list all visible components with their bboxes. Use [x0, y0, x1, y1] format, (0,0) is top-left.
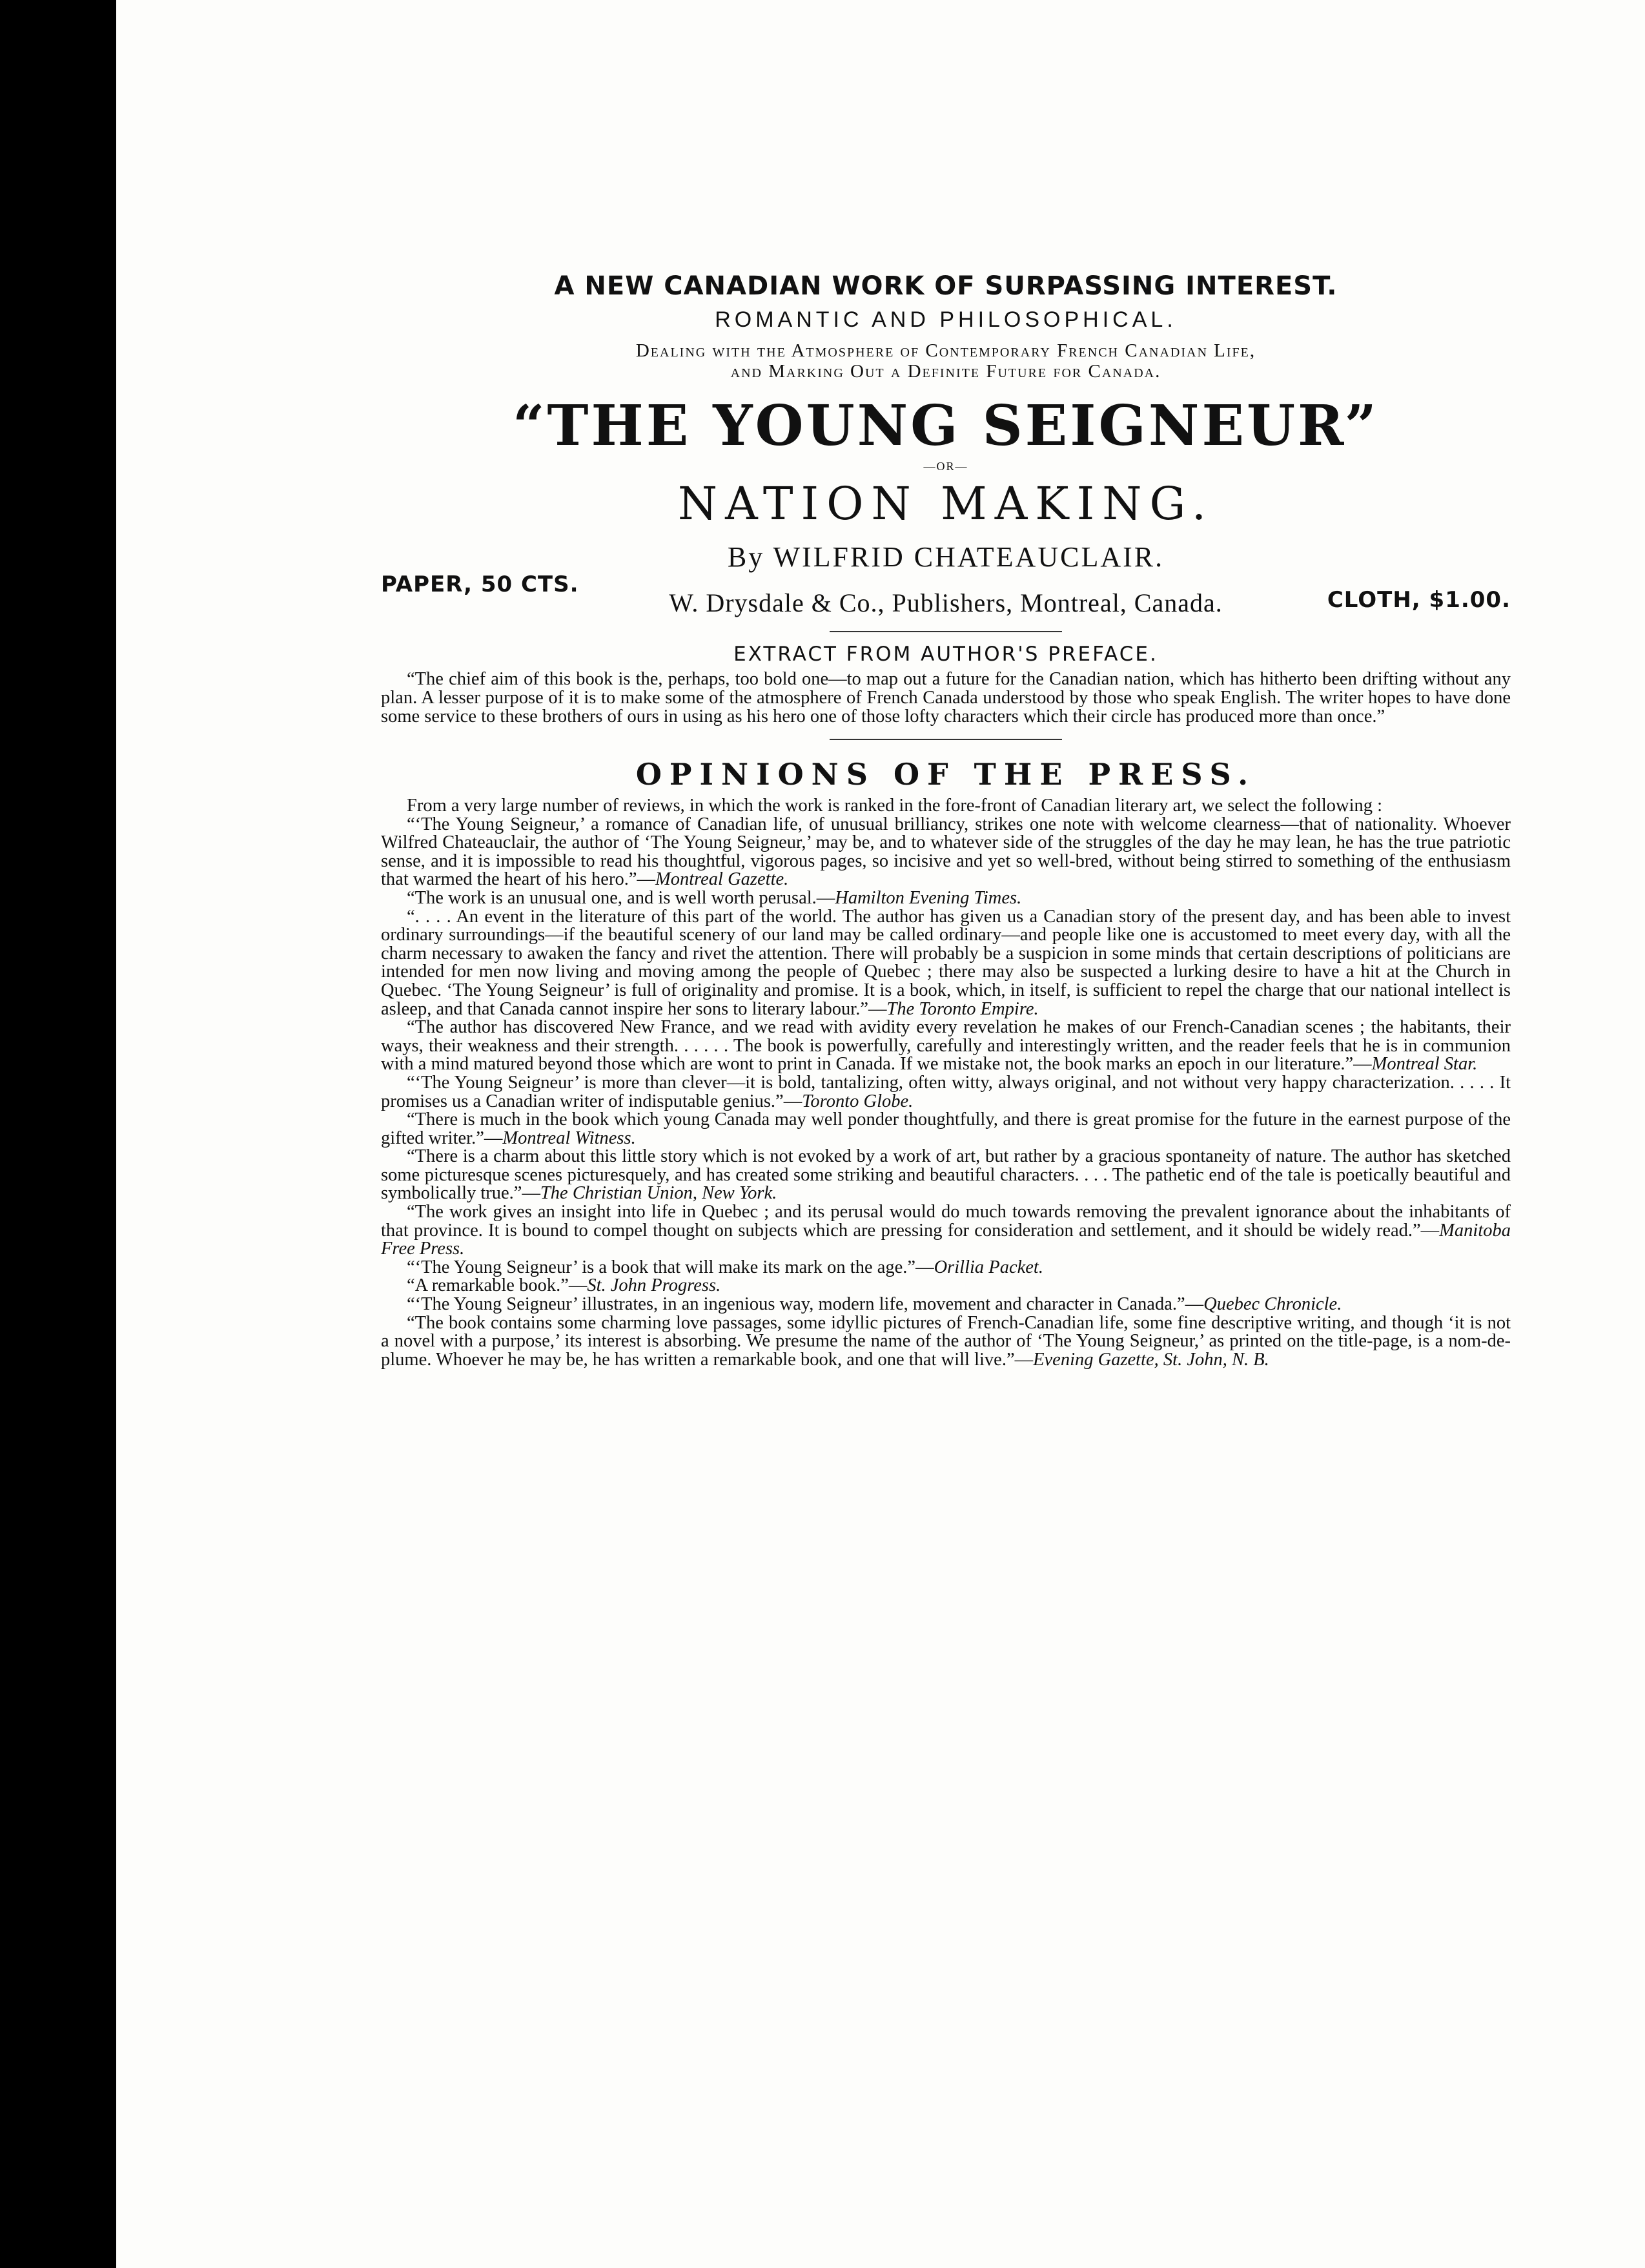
extract-text: “The chief aim of this book is the, perhaps, too bold one—to map out a future for the Canadian nation, which has hitherto been drifting without any plan. A lesser purpose of it is to make some of the atmosphere of French Canada understood by those who speak English. The writer hopes to have done some service to these brothers of ours in using as his hero one of those lofty characters which their circle has produced more than once.” [381, 669, 1511, 727]
press-intro: From a very large number of reviews, in which the work is ranked in the fore-front of Canadian literary art, we select the following : [407, 796, 1383, 816]
review-source: The Christian Union, New York. [540, 1183, 777, 1204]
divider [830, 631, 1062, 632]
review-source: Quebec Chronicle. [1203, 1294, 1342, 1315]
review [381, 1018, 1511, 1074]
review-text: “There is much in the book which young Canada may well ponder thoughtfully, and there is great promise for the future in the earnest purpose of the gifted writer.”— [381, 1109, 1511, 1148]
review-source: Hamilton Evening Times. [835, 887, 1022, 908]
review [381, 816, 1511, 889]
press-heading: OPINIONS OF THE PRESS. [635, 757, 1256, 792]
description-line-2: and Marking Out a Definite Future for Canada. [730, 361, 1161, 382]
publisher: W. Drysdale & Co., Publishers, Montreal, Canada. [669, 588, 1223, 617]
headline: A NEW CANADIAN WORK OF SURPASSING INTEREST. [554, 271, 1338, 301]
price-cloth: CLOTH, $1.00. [1327, 587, 1511, 613]
review-text: “. . . . An event in the literature of this part of the world. The author has given us a Canadian story of the present day, and has been able to invest ordinary surroundings—if the beautiful scenery of our land may be called ordinary—and people like one is accustomed to meet every day, with all the charm necessary to awaken the fancy and rivet the attention. There will probably be a suspicion in some minds that certain descriptions of politicians are intended for men now living and moving among the people of Quebec ; there may also be suspected a lurking desire to have a hit at the Church in Quebec. ‘The Young Seigneur’ is full of originality and promise. It is a book, which, in itself, is sufficient to repel the charge that our national intellect is asleep, and that Canada cannot inspire her sons to literary labour.”— [381, 906, 1511, 1019]
price-paper: PAPER, 50 CTS. [381, 572, 579, 597]
review [381, 1314, 1511, 1370]
review-source: The Toronto Empire. [886, 998, 1039, 1019]
review [381, 889, 1511, 908]
review-source: St. John Progress. [587, 1275, 721, 1296]
review-source: Manitoba Free Press. [381, 1220, 1511, 1259]
review [381, 1111, 1511, 1148]
subheadline: ROMANTIC AND PHILOSOPHICAL. [715, 307, 1177, 332]
review-text: “The work gives an insight into life in Quebec ; and its perusal would do much towards removing the prevalent ignorance about the inhabitants of that province. It is bound to compel thought on subjects which are pressing for consideration and settlement, and it should be widely read.”— [381, 1202, 1511, 1241]
review-source: Orillia Packet. [934, 1257, 1043, 1277]
review-text: “‘The Young Seigneur’ illustrates, in an ingenious way, modern life, movement and character in Canada.”— [407, 1294, 1204, 1315]
book-subtitle: NATION MAKING. [677, 477, 1214, 530]
review-text: “‘The Young Seigneur’ is more than clever—it is bold, tantalizing, often witty, always original, and not without very happy characterization. . . . . It promises us a Canadian writer of indisputable genius.”— [381, 1072, 1511, 1111]
review [381, 1074, 1511, 1111]
review-source: Evening Gazette, St. John, N. B. [1033, 1349, 1269, 1370]
review [381, 1148, 1511, 1203]
review-text: “‘The Young Seigneur’ is a book that will make its mark on the age.”— [407, 1257, 934, 1277]
divider [830, 739, 1062, 740]
review-source: Montreal Gazette. [655, 869, 789, 890]
review [381, 1203, 1511, 1259]
review-text: “There is a charm about this little story which is not evoked by a work of art, but rather by a gracious spontaneity of nature. The author has sketched some picturesque scenes picturesquely, and has created some striking and beautiful characters. . . . The pathetic end of the tale is poetically beautiful and symbolically true.”— [381, 1146, 1511, 1204]
review [381, 1259, 1511, 1277]
book-title: “THE YOUNG SEIGNEUR” [513, 393, 1379, 459]
or-separator: —OR— [923, 460, 968, 473]
author: By WILFRID CHATEAUCLAIR. [727, 541, 1165, 573]
reviews [381, 816, 1511, 1370]
review-text: “The author has discovered New France, and we read with avidity every revelation he makes of our French-Canadian scenes ; the habitants, their ways, their weakness and their strength. . . . . . The book is powerfully, carefully and interestingly written, and the reader feels that he is in communion with a mind matured beyond those which are wont to print in Canada. If we mistake not, the book marks an epoch in our literature.”— [381, 1017, 1511, 1075]
review [381, 1295, 1511, 1314]
review-source: Toronto Globe. [802, 1091, 914, 1111]
review-source: Montreal Witness. [502, 1128, 636, 1148]
review-text: “The book contains some charming love passages, some idyllic pictures of French-Canadian life, some fine descriptive writing, and though ‘it is not a novel with a purpose,’ its interest is absorbing. We presume the name of the author of ‘The Young Seigneur,’ as printed on the title-page, is a nom-de-plume. Whoever he may be, he has written a remarkable book, and one that will live.”— [381, 1312, 1511, 1370]
review-source: Montreal Star. [1371, 1054, 1478, 1075]
review-text: “A remarkable book.”— [407, 1275, 588, 1296]
review-text: “The work is an unusual one, and is well worth perusal.— [407, 887, 835, 908]
review [381, 1277, 1511, 1295]
description [381, 340, 1511, 382]
advertisement [381, 271, 1511, 1369]
description-line-1: Dealing with the Atmosphere of Contemporary French Canadian Life, [635, 340, 1256, 361]
page [116, 0, 1645, 2268]
extract-heading: EXTRACT FROM AUTHOR'S PREFACE. [733, 643, 1158, 666]
review-text: “‘The Young Seigneur,’ a romance of Canadian life, of unusual brilliancy, strikes one note with welcome clearness—that of nationality. Whoever Wilfred Chateauclair, the author of ‘The Young Seigneur,’ may be, and to whatever side of the struggles of the day he may lean, he has the true patriotic sense, and it is impossible to read his thoughtful, vigorous pages, so incisive and yet so well-bred, without being stirred to something of the enthusiasm that warmed the heart of his hero.”— [381, 814, 1511, 890]
review [381, 908, 1511, 1019]
